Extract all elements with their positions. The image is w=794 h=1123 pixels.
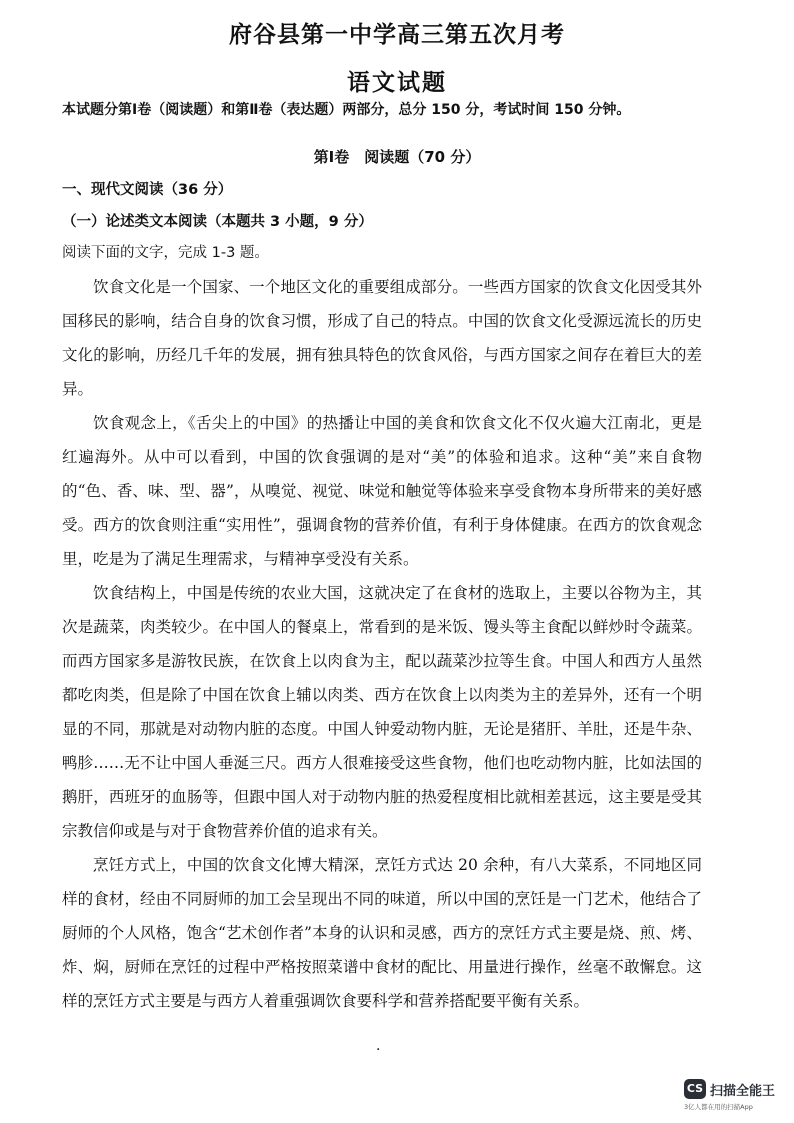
passage-paragraph: 饮食结构上，中国是传统的农业大国，这就决定了在食材的选取上，主要以谷物为主，其次是蔬菜，肉类较少。在中国人的餐桌上，常看到的是米饭、馒头等主食配以鲜炒时令蔬菜。而西方国家多是游牧民族，在饮食上以肉食为主，配以蔬菜沙拉等生食。中国人和西方人虽然都吃肉类，但是除了中国在饮食上辅以肉类、西方在饮食上以肉类为主的差异外，还有一个明显的不同，那就是对动物内脏的态度。中国人钟爱动物内脏，无论是猪肝、羊肚，还是牛杂、鸭胗……无不让中国人垂涎三尺。西方人很难接受这些食物，他们也吃动物内脏，比如法国的鹅肝，西班牙的血肠等，但跟中国人对于动物内脏的热爱程度相比就相差甚远，这主要是受其宗教信仰或是与对于食物营养价值的追求有关。	[62, 584, 702, 840]
passage-paragraph: 饮食观念上，《舌尖上的中国》的热播让中国的美食和饮食文化不仅火遍大江南北，更是红遍海外。从中可以看到，中国的饮食强调的是对“美”的体验和追求。这种“美”来自食物的“色、香、味、型、器”，从嗅觉、视觉、味觉和触觉等体验来享受食物本身所带来的美好感受。西方的饮食则注重“实用性”，强调食物的营养价值，有利于身体健康。在西方的饮食观念里，吃是为了满足生理需求，与精神享受没有关系。	[62, 414, 702, 568]
camscanner-logo-icon: CS	[684, 1079, 706, 1099]
watermark-tagline: 3亿人都在用的扫描App	[684, 1103, 753, 1111]
exam-instructions: 本试题分第Ⅰ卷（阅读题）和第Ⅱ卷（表达题）两部分，总分 150 分，考试时间 150 分钟。	[62, 102, 631, 118]
scanner-watermark	[684, 1075, 784, 1115]
exam-title: 府谷县第一中学高三第五次月考	[229, 22, 565, 48]
passage-body	[62, 270, 702, 1018]
exam-subject-title: 语文试题	[347, 70, 447, 96]
page-marker: ·	[376, 1042, 381, 1058]
part-heading: 第Ⅰ卷 阅读题（70 分）	[313, 148, 481, 166]
subsection-heading: （一）论述类文本阅读（本题共 3 小题，9 分）	[62, 214, 373, 230]
passage-paragraph: 饮食文化是一个国家、一个地区文化的重要组成部分。一些西方国家的饮食文化因受其外国移民的影响，结合自身的饮食习惯，形成了自己的特点。中国的饮食文化受源远流长的历史文化的影响，历经几千年的发展，拥有独具特色的饮食风俗，与西方国家之间存在着巨大的差异。	[62, 278, 702, 398]
section-heading: 一、现代文阅读（36 分）	[62, 182, 233, 198]
watermark-app-name: 扫描全能王	[710, 1084, 776, 1099]
reading-instruction: 阅读下面的文字，完成 1-3 题。	[62, 245, 269, 261]
passage-paragraph: 烹饪方式上，中国的饮食文化博大精深，烹饪方式达 20 余种，有八大菜系，不同地区同样的食材，经由不同厨师的加工会呈现出不同的味道，所以中国的烹饪是一门艺术，他结合了厨师的个人风格，饱含“艺术创作者”本身的认识和灵感，西方的烹饪方式主要是烧、煎、烤、炸、焖，厨师在烹饪的过程中严格按照菜谱中食材的配比、用量进行操作，丝毫不敢懈怠。这样的烹饪方式主要是与西方人着重强调饮食要科学和营养搭配要平衡有关系。	[62, 856, 702, 1010]
